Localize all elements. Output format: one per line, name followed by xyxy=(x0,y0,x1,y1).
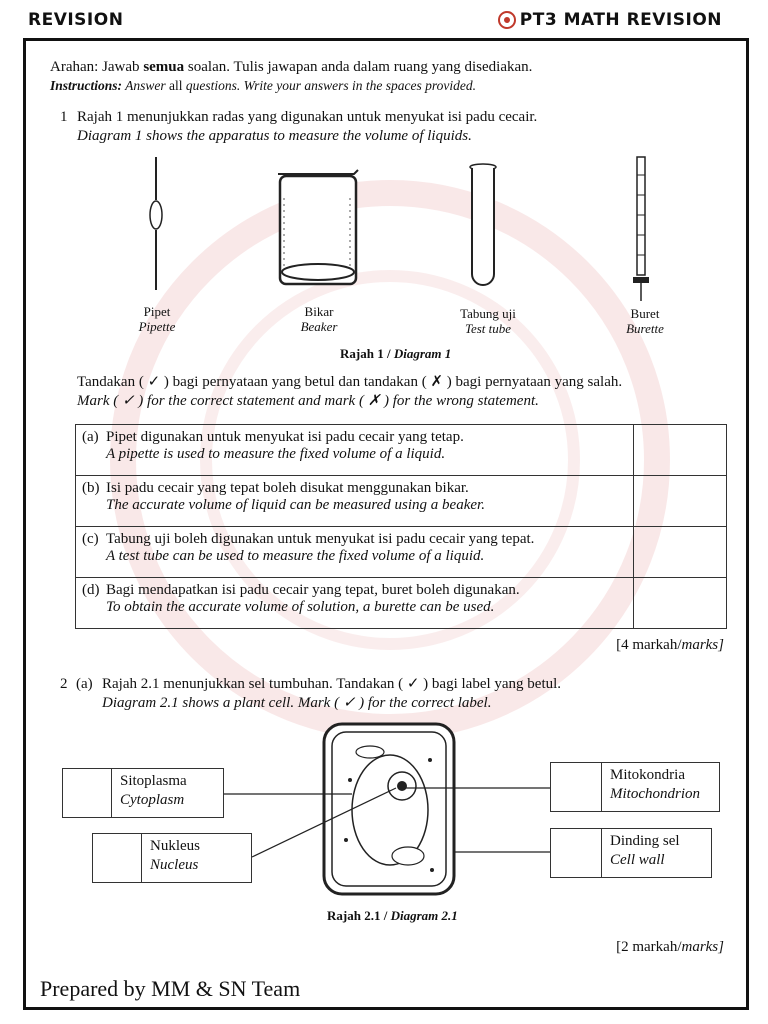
header-revision: REVISION xyxy=(28,10,124,30)
statement-a: (a) Pipet digunakan untuk menyukat isi padu cecair yang tetap. A pipette is used to measure the fixed volume of a liquid. xyxy=(76,425,634,476)
statement-b: (b) Isi padu cecair yang tepat boleh disukat menggunakan bikar. The accurate volume of liquid can be measured using a beaker. xyxy=(76,476,634,527)
label-cell-wall: Dinding sel Cell wall xyxy=(550,828,712,878)
q2-part: (a) xyxy=(76,676,93,692)
apparatus-test-tube-label: Tabung uji Test tube xyxy=(460,306,516,336)
q2-number: 2 xyxy=(60,676,68,692)
q1-number: 1 xyxy=(60,109,68,125)
footer-credit: Prepared by MM & SN Team xyxy=(40,976,301,1001)
q1-mark-ms: Tandakan ( ✓ ) bagi pernyataan yang betul dan tandakan ( ✗ ) bagi pernyataan yang salah. xyxy=(77,374,623,390)
apparatus-burette-label: Buret Burette xyxy=(626,306,664,336)
q2-intro-en: Diagram 2.1 shows a plant cell. Mark ( ✓ ) for the correct label. xyxy=(102,695,492,711)
statement-c: (c) Tabung uji boleh digunakan untuk menyukat isi padu cecair yang tepat. A test tube can be used to measure the fixed volume of a liquid. xyxy=(76,527,634,578)
apparatus-pipette-label: Pipet Pipette xyxy=(138,304,176,334)
tick-box-mitochondrion[interactable] xyxy=(551,763,602,811)
label-cytoplasm: Sitoplasma Cytoplasm xyxy=(62,768,224,818)
apparatus-beaker-label: Bikar Beaker xyxy=(300,304,338,334)
instructions-ms: Arahan: Jawab semua soalan. Tulis jawapan anda dalam ruang yang disediakan. xyxy=(50,59,533,75)
diagram21-caption: Rajah 2.1 / Diagram 2.1 xyxy=(327,908,458,923)
tick-box-nucleus[interactable] xyxy=(93,834,142,882)
q1-marks: [4 markah/marks] xyxy=(616,637,724,653)
label-mitochondrion: Mitokondria Mitochondrion xyxy=(550,762,720,812)
statement-d: (d) Bagi mendapatkan isi padu cecair yang tepat, buret boleh digunakan. To obtain the accurate volume of solution, a burette can be used. xyxy=(76,578,634,629)
label-nucleus: Nukleus Nucleus xyxy=(92,833,252,883)
q2-intro-ms: Rajah 2.1 menunjukkan sel tumbuhan. Tandakan ( ✓ ) bagi label yang betul. xyxy=(102,676,562,692)
q1-intro-en: Diagram 1 shows the apparatus to measure the volume of liquids. xyxy=(77,128,472,144)
diagram1-caption: Rajah 1 / Diagram 1 xyxy=(340,346,452,361)
instructions-en: Instructions: Answer all questions. Write your answers in the spaces provided. xyxy=(50,78,477,93)
tick-box-cytoplasm[interactable] xyxy=(63,769,112,817)
header-pt3-text: PT3 MATH REVISION xyxy=(519,10,722,30)
q1-mark-en: Mark ( ✓ ) for the correct statement and mark ( ✗ ) for the wrong statement. xyxy=(77,393,539,409)
q2-marks: [2 markah/marks] xyxy=(616,939,724,955)
q1-intro-ms: Rajah 1 menunjukkan radas yang digunakan untuk menyukat isi padu cecair. xyxy=(77,109,538,125)
tick-box-cell-wall[interactable] xyxy=(551,829,602,877)
